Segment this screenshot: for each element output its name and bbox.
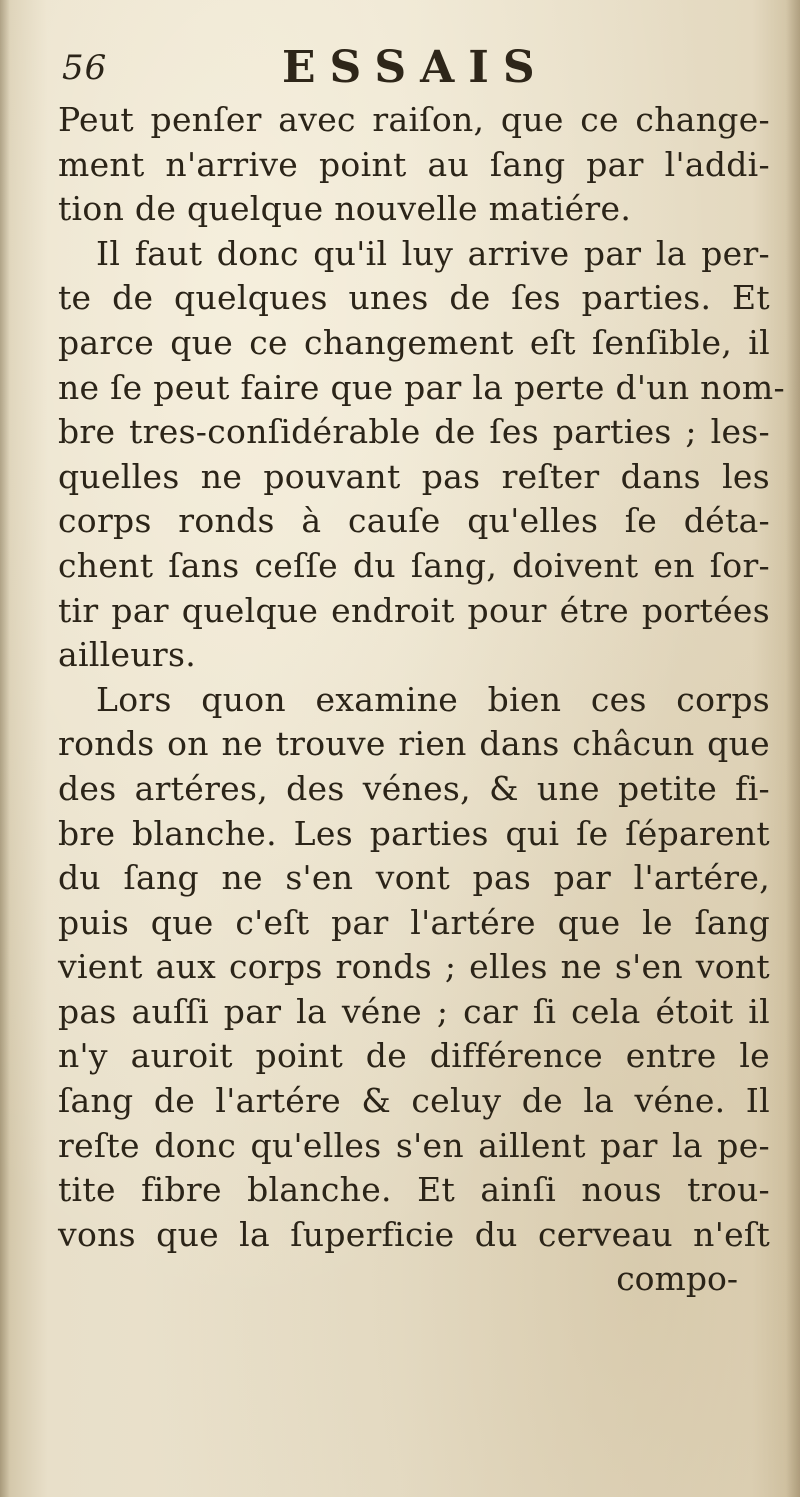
text-line: ronds on ne trouve rien dans châcun que <box>58 724 770 764</box>
text-line: pas auſſi par la véne ; car ſi cela étoit il <box>58 991 770 1031</box>
running-head <box>60 38 760 98</box>
text-line: quelles ne pouvant pas reſter dans les <box>58 456 770 496</box>
text-line: ment n'arrive point au ſang par l'addi- <box>58 144 770 184</box>
text-line: tir par quelque endroit pour étre portées <box>58 590 770 630</box>
text-line: ſang de l'artére & celuy de la véne. Il <box>58 1081 770 1121</box>
body-text <box>58 98 785 1302</box>
text-line: Peut penſer avec raiſon, que ce change- <box>58 100 770 139</box>
page-gutter-shadow <box>786 0 800 1497</box>
text-line: bre tres-conſidérable de ſes parties ; les- <box>58 412 770 452</box>
page-number: 56 <box>62 48 108 88</box>
running-title: ESSAIS <box>282 42 549 93</box>
text-line: te de quelques unes de ſes parties. Et <box>58 278 770 318</box>
text-line: vons que la ſuperficie du cerveau n'eſt <box>58 1214 770 1254</box>
paragraph-1 <box>58 98 770 232</box>
text-line: des artéres, des vénes, & une petite fi- <box>58 768 770 808</box>
text-line: vient aux corps ronds ; elles ne s'en vont <box>58 947 770 987</box>
text-line: chent ſans ceſſe du ſang, doivent en ſor- <box>58 545 770 585</box>
text-line: bre blanche. Les parties qui ſe ſéparent <box>58 813 770 853</box>
text-line: Lors quon examine bien ces corps <box>96 679 770 719</box>
text-line: corps ronds à cauſe qu'elles ſe déta- <box>58 501 770 541</box>
page-left-edge <box>0 0 10 1497</box>
paragraph-3 <box>58 678 770 1258</box>
text-line: parce que ce changement eſt ſenſible, il <box>58 322 770 362</box>
text-line: ne ſe peut faire que par la perte d'un nom- <box>58 367 785 407</box>
text-line: n'y auroit point de différence entre le <box>58 1036 770 1076</box>
text-line: du ſang ne s'en vont pas par l'artére, <box>58 858 770 898</box>
text-line: tite fibre blanche. Et ainſi nous trou- <box>58 1170 770 1210</box>
text-line: tion de quelque nouvelle matiére. <box>58 189 632 229</box>
text-line: Il faut donc qu'il luy arrive par la per- <box>96 233 770 273</box>
catchword: compo- <box>616 1259 738 1299</box>
text-line: reſte donc qu'elles s'en aillent par la pe- <box>58 1125 770 1165</box>
text-line: ailleurs. <box>58 635 197 675</box>
paragraph-2 <box>58 232 785 678</box>
text-line: puis que c'eſt par l'artére que le ſang <box>58 902 770 942</box>
